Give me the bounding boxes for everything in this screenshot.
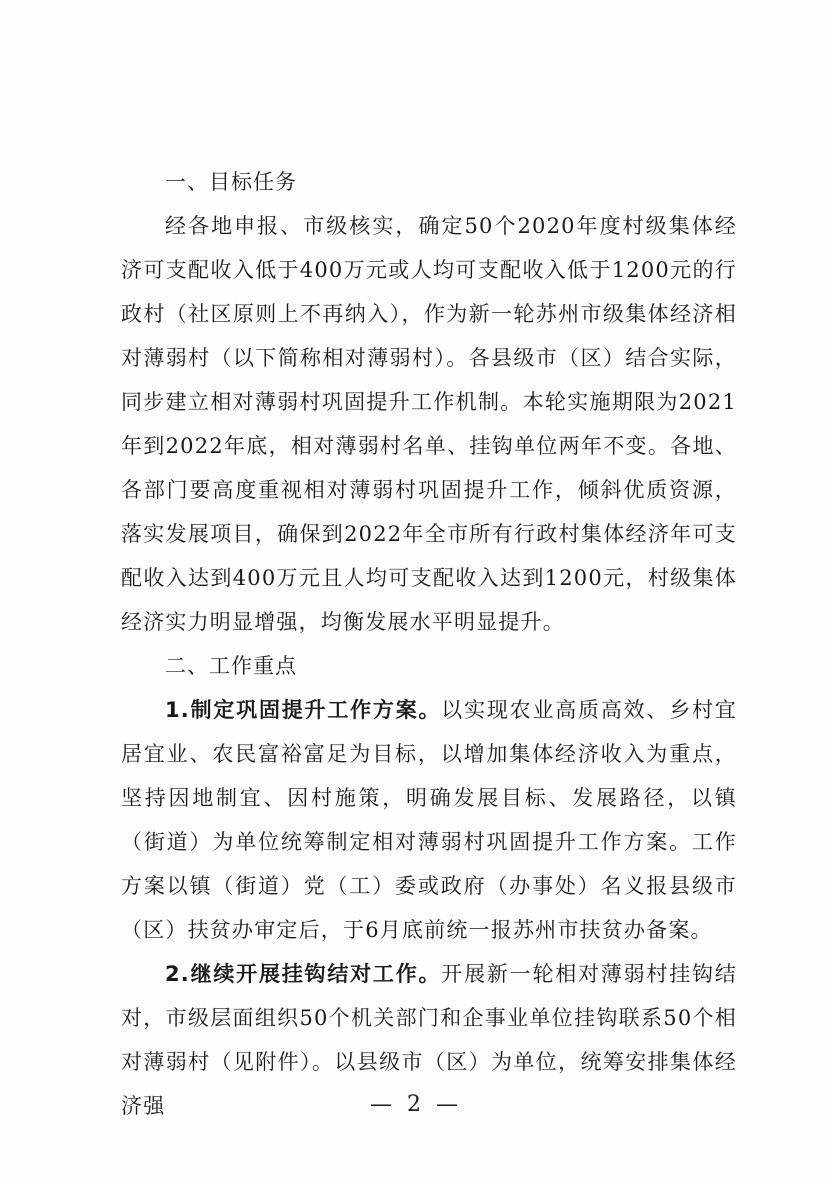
paragraph-text: 以实现农业高质高效、乡村宜居宜业、农民富裕富足为目标，以增加集体经济收入为重点，坚持因地制宜、因村施策，明确发展目标、发展路径，以镇（街道）为单位统筹制定相对薄弱村巩固提升工作方案。工作方案以镇（街道）党（工）委或政府（办事处）名义报县级市（区）扶贫办审定后，于6月底前统一报苏州市扶贫办备案。 bbox=[121, 698, 737, 942]
paragraph-plan bbox=[121, 688, 737, 952]
paragraph-targets bbox=[121, 204, 737, 644]
page-number: — 2 — bbox=[370, 1092, 462, 1117]
paragraph-text: 经各地申报、市级核实，确定50个2020年度村级集体经济可支配收入低于400万元或人均可支配收入低于1200元的行政村（社区原则上不再纳入），作为新一轮苏州市级集体经济相对薄弱村（以下简称相对薄弱村）。各县级市（区）结合实际，同步建立相对薄弱村巩固提升工作机制。本轮实施期限为2021年到2022年底，相对薄弱村名单、挂钩单位两年不变。各地、各部门要高度重视相对薄弱村巩固提升工作，倾斜优质资源，落实发展项目，确保到2022年全市所有行政村集体经济年可支配收入达到400万元且人均可支配收入达到1200元，村级集体经济实力明显增强，均衡发展水平明显提升。 bbox=[121, 214, 737, 634]
paragraph-lead: 2.继续开展挂钩结对工作。 bbox=[165, 962, 442, 986]
document-body bbox=[121, 160, 737, 1128]
paragraph-lead: 1.制定巩固提升工作方案。 bbox=[165, 698, 442, 722]
section-heading-targets: 一、目标任务 bbox=[165, 170, 297, 194]
paragraph-text: 开展新一轮相对薄弱村挂钩结对，市级层面组织50个机关部门和企事业单位挂钩联系50个相对薄弱村（见附件）。以县级市（区）为单位，统筹安排集体经济强 bbox=[121, 962, 737, 1118]
section-heading-priorities: 二、工作重点 bbox=[165, 654, 297, 678]
